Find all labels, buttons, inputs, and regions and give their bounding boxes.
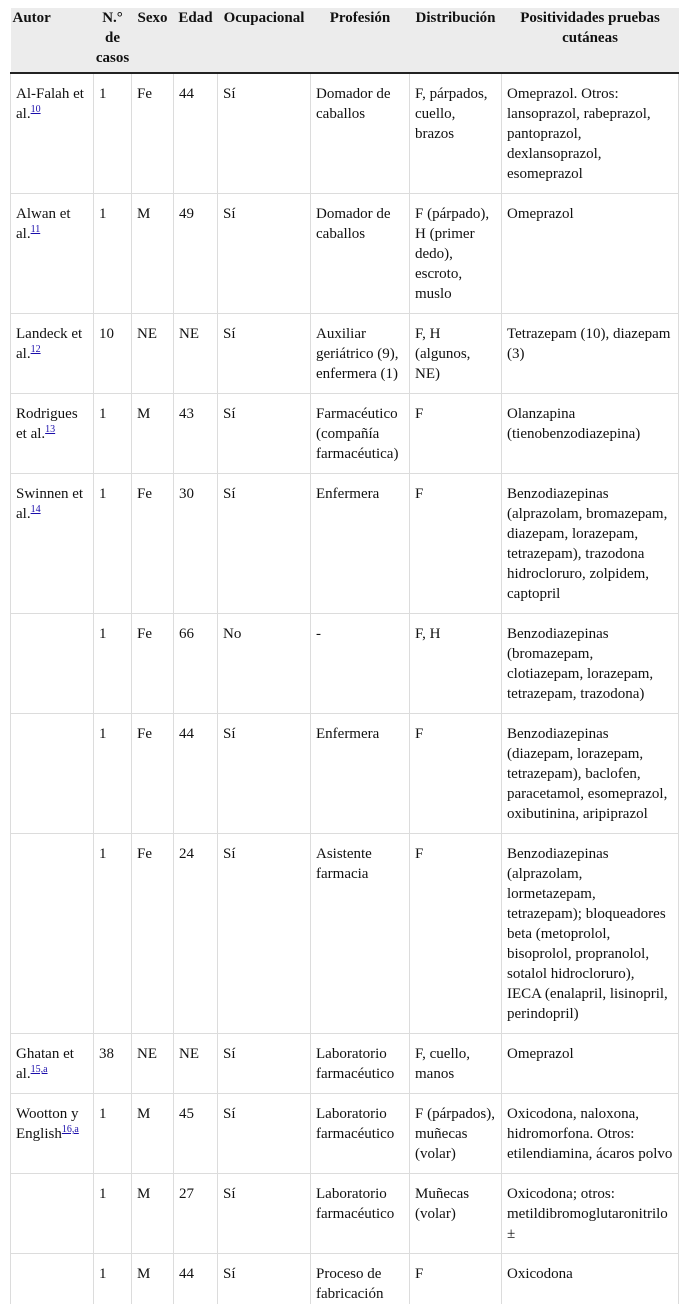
cell-age: 44 [174, 73, 218, 194]
table-row [11, 474, 679, 614]
author-name: Landeck et al. [16, 326, 82, 362]
cell-sex: Fe [132, 73, 174, 194]
cell-sex: NE [132, 314, 174, 394]
cell-author [11, 314, 94, 394]
cell-positives: Oxicodona, naloxona, hidromorfona. Otros: etilendiamina, ácaros polvo [502, 1094, 679, 1174]
cell-sex: Fe [132, 834, 174, 1034]
cell-cases: 1 [94, 1174, 132, 1254]
cell-age: 24 [174, 834, 218, 1034]
header-ocupacional: Ocupacional [218, 8, 311, 73]
cell-distribution: F, párpados, cuello, brazos [410, 73, 502, 194]
header-positividades: Positividades pruebas cutáneas [502, 8, 679, 73]
cell-cases: 1 [94, 834, 132, 1034]
header-sexo: Sexo [132, 8, 174, 73]
table-row [11, 73, 679, 194]
table-body [11, 73, 679, 1304]
cell-positives: Olanzapina (tienobenzodiazepina) [502, 394, 679, 474]
cell-sex: M [132, 1174, 174, 1254]
cell-positives: Benzodiazepinas (alprazolam, bromazepam, diazepam, lorazepam, tetrazepam), trazodona hidrocloruro, zolpidem, captopril [502, 474, 679, 614]
cell-occupational: Sí [218, 1034, 311, 1094]
cell-cases: 1 [94, 194, 132, 314]
cell-profession: - [311, 614, 410, 714]
cell-occupational: Sí [218, 1174, 311, 1254]
cell-distribution: F (párpado), H (primer dedo), escroto, muslo [410, 194, 502, 314]
cell-age: 66 [174, 614, 218, 714]
cell-author [11, 1034, 94, 1094]
header-profesion: Profesión [311, 8, 410, 73]
cell-occupational: Sí [218, 194, 311, 314]
cell-distribution: Muñecas (volar) [410, 1174, 502, 1254]
cell-cases: 1 [94, 394, 132, 474]
table-row [11, 714, 679, 834]
cell-sex: NE [132, 1034, 174, 1094]
cell-positives: Oxicodona; otros: metildibromoglutaronitrilo ± [502, 1174, 679, 1254]
reference-link[interactable]: 12 [31, 344, 41, 355]
reference-link[interactable]: 16,a [62, 1124, 79, 1135]
cell-distribution: F [410, 714, 502, 834]
cell-sex: Fe [132, 614, 174, 714]
cell-author [11, 1254, 94, 1304]
cell-age: 49 [174, 194, 218, 314]
cell-distribution: F [410, 834, 502, 1034]
cell-age: 44 [174, 1254, 218, 1304]
cell-profession: Domador de caballos [311, 194, 410, 314]
cell-cases: 1 [94, 614, 132, 714]
cell-distribution: F [410, 1254, 502, 1304]
table-row [11, 834, 679, 1034]
cell-author [11, 714, 94, 834]
cell-profession: Enfermera [311, 714, 410, 834]
cell-profession: Proceso de fabricación [311, 1254, 410, 1304]
cell-author [11, 614, 94, 714]
cell-occupational: Sí [218, 1254, 311, 1304]
author-name: Ghatan et al. [16, 1046, 74, 1082]
cell-cases: 38 [94, 1034, 132, 1094]
cell-author [11, 394, 94, 474]
cell-age: 43 [174, 394, 218, 474]
cell-occupational: No [218, 614, 311, 714]
header-casos: N.° de casos [94, 8, 132, 73]
cell-distribution: F, H (algunos, NE) [410, 314, 502, 394]
reference-link[interactable]: 14 [31, 504, 41, 515]
cell-distribution: F, H [410, 614, 502, 714]
cell-author [11, 73, 94, 194]
cell-profession: Enfermera [311, 474, 410, 614]
cell-cases: 1 [94, 474, 132, 614]
cell-positives: Benzodiazepinas (alprazolam, lormetazepam, tetrazepam); bloqueadores beta (metoprolol, bisoprolol, propranolol, sotalol hidrocloruro), IECA (enalapril, lisinopril, perindopril) [502, 834, 679, 1034]
cell-age: 27 [174, 1174, 218, 1254]
author-name: Wootton y English [16, 1106, 79, 1142]
cell-profession: Laboratorio farmacéutico [311, 1094, 410, 1174]
table-row [11, 1094, 679, 1174]
cell-positives: Benzodiazepinas (bromazepam, clotiazepam, lorazepam, tetrazepam, trazodona) [502, 614, 679, 714]
cell-age: 44 [174, 714, 218, 834]
table-row [11, 1254, 679, 1304]
cell-age: NE [174, 314, 218, 394]
cell-cases: 1 [94, 1254, 132, 1304]
reference-link[interactable]: 11 [31, 224, 41, 235]
cell-occupational: Sí [218, 73, 311, 194]
reference-link[interactable]: 10 [31, 104, 41, 115]
author-name: Swinnen et al. [16, 486, 83, 522]
cell-cases: 1 [94, 1094, 132, 1174]
cell-profession: Domador de caballos [311, 73, 410, 194]
cell-distribution: F [410, 394, 502, 474]
table-row [11, 1174, 679, 1254]
table-row [11, 614, 679, 714]
cell-distribution: F [410, 474, 502, 614]
table-row [11, 394, 679, 474]
cell-positives: Tetrazepam (10), diazepam (3) [502, 314, 679, 394]
cell-author [11, 1174, 94, 1254]
table-header-row [11, 8, 679, 73]
cell-sex: M [132, 194, 174, 314]
cell-age: NE [174, 1034, 218, 1094]
cell-cases: 10 [94, 314, 132, 394]
cell-profession: Farmacéutico (compañía farmacéutica) [311, 394, 410, 474]
cell-occupational: Sí [218, 714, 311, 834]
cell-occupational: Sí [218, 394, 311, 474]
header-distribucion: Distribución [410, 8, 502, 73]
cell-positives: Omeprazol [502, 194, 679, 314]
table-row [11, 314, 679, 394]
cell-cases: 1 [94, 714, 132, 834]
cases-table [10, 8, 679, 1304]
cell-occupational: Sí [218, 314, 311, 394]
cell-distribution: F (párpados), muñecas (volar) [410, 1094, 502, 1174]
cell-positives: Omeprazol. Otros: lansoprazol, rabeprazol, pantoprazol, dexlansoprazol, esomeprazol [502, 73, 679, 194]
cell-age: 45 [174, 1094, 218, 1174]
cell-profession: Asistente farmacia [311, 834, 410, 1034]
cell-occupational: Sí [218, 474, 311, 614]
reference-link[interactable]: 15,a [31, 1064, 48, 1075]
cell-author [11, 474, 94, 614]
cell-sex: M [132, 1254, 174, 1304]
table-row [11, 194, 679, 314]
cell-sex: M [132, 1094, 174, 1174]
cell-sex: Fe [132, 714, 174, 834]
header-edad: Edad [174, 8, 218, 73]
cell-author [11, 834, 94, 1034]
author-name: Al-Falah et al. [16, 86, 84, 122]
reference-link[interactable]: 13 [45, 424, 55, 435]
cell-profession: Auxiliar geriátrico (9), enfermera (1) [311, 314, 410, 394]
cell-occupational: Sí [218, 1094, 311, 1174]
cell-occupational: Sí [218, 834, 311, 1034]
cell-positives: Oxicodona [502, 1254, 679, 1304]
cell-distribution: F, cuello, manos [410, 1034, 502, 1094]
table-container [10, 8, 678, 1304]
cell-age: 30 [174, 474, 218, 614]
cell-positives: Benzodiazepinas (diazepam, lorazepam, tetrazepam), baclofen, paracetamol, esomeprazol, oxibutinina, aripiprazol [502, 714, 679, 834]
header-autor: Autor [11, 8, 94, 73]
author-name: Alwan et al. [16, 206, 71, 242]
table-row [11, 1034, 679, 1094]
cell-profession: Laboratorio farmacéutico [311, 1174, 410, 1254]
cell-positives: Omeprazol [502, 1034, 679, 1094]
cell-profession: Laboratorio farmacéutico [311, 1034, 410, 1094]
author-name: Rodrigues et al. [16, 406, 78, 442]
cell-author [11, 1094, 94, 1174]
cell-sex: Fe [132, 474, 174, 614]
cell-cases: 1 [94, 73, 132, 194]
cell-author [11, 194, 94, 314]
cell-sex: M [132, 394, 174, 474]
